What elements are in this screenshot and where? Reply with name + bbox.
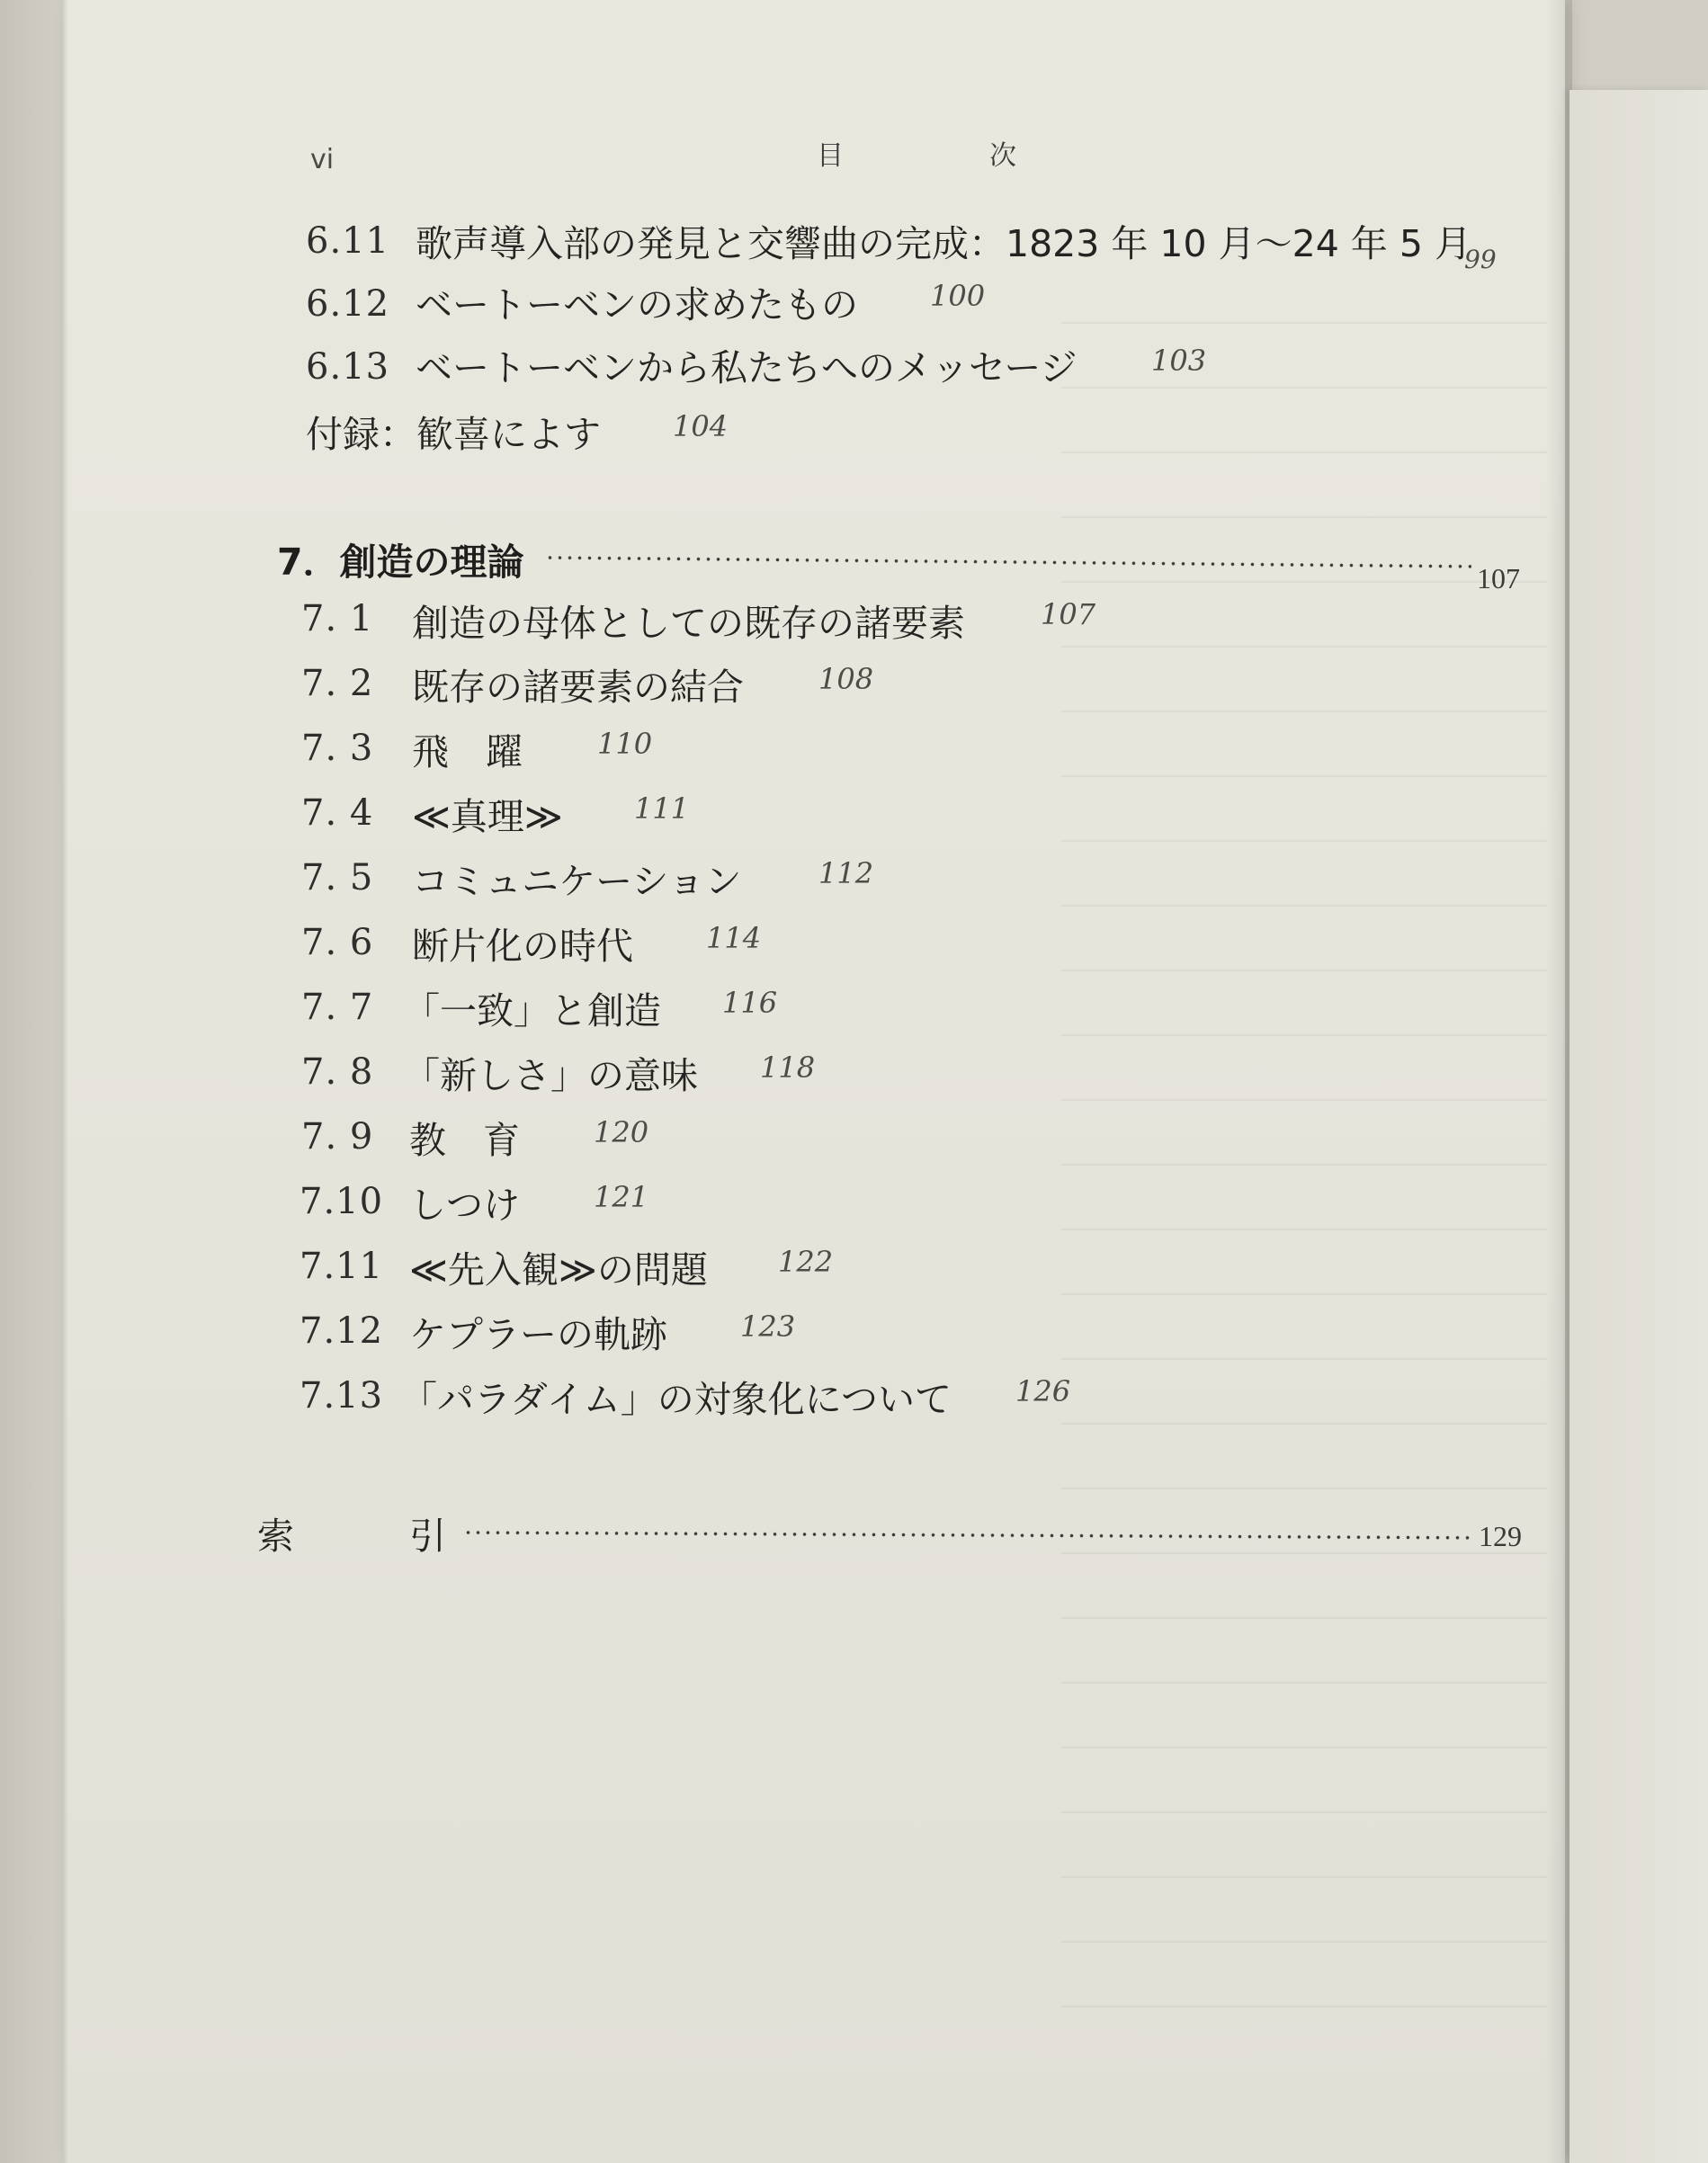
section-title: 断片化の時代 xyxy=(412,925,633,968)
section-page: 100 xyxy=(930,279,986,313)
section-number: 7. 1 xyxy=(301,598,374,639)
section-title: 「一致」と創造 xyxy=(403,989,661,1032)
section-title: ベートーベンから私たちへのメッセージ xyxy=(416,346,1078,389)
section-number: 6.11 xyxy=(306,220,390,262)
section-page: 114 xyxy=(706,921,762,955)
section-number: 7.11 xyxy=(300,1246,384,1287)
section-title: ベートーベンの求めたもの xyxy=(416,283,858,326)
section-title: コミュニケーション xyxy=(412,860,742,903)
section-page: 99 xyxy=(1464,245,1497,274)
chapter-page: 107 xyxy=(1477,562,1520,594)
index-page: 129 xyxy=(1479,1520,1522,1552)
page-folio: vi xyxy=(310,144,335,175)
section-page: 122 xyxy=(778,1245,834,1279)
index-label-part-2: 引 xyxy=(409,1515,446,1558)
section-number: 7. 4 xyxy=(301,792,374,834)
section-page: 116 xyxy=(722,986,778,1020)
section-number: 7.10 xyxy=(300,1181,384,1222)
adjacent-page xyxy=(1569,90,1708,2163)
background-left xyxy=(0,0,72,2163)
section-page: 120 xyxy=(594,1115,649,1149)
section-page: 118 xyxy=(760,1050,816,1085)
section-title: 飛 躍 xyxy=(412,730,523,773)
section-number: 7. 3 xyxy=(301,728,374,769)
chapter-title: 7．創造の理論 xyxy=(277,541,524,584)
section-number: 7.12 xyxy=(300,1310,384,1352)
section-number: 6.13 xyxy=(306,346,390,388)
section-number: 7. 7 xyxy=(301,987,374,1028)
section-title: 「パラダイム」の対象化について xyxy=(400,1378,952,1421)
section-number: 7. 9 xyxy=(301,1116,374,1157)
appendix-title: 付録：歓喜によす xyxy=(306,413,601,456)
section-number: 7.13 xyxy=(300,1375,384,1417)
section-number: 6.12 xyxy=(306,283,390,325)
section-title: しつけ xyxy=(409,1184,520,1227)
index-label-part-1: 索 xyxy=(257,1515,294,1558)
section-number: 7. 2 xyxy=(301,663,374,704)
section-page: 108 xyxy=(818,662,874,696)
section-page: 126 xyxy=(1015,1374,1071,1408)
section-title: ≪先入観≫の問題 xyxy=(409,1248,708,1292)
section-number: 7. 5 xyxy=(301,857,374,898)
section-number: 7. 8 xyxy=(301,1051,374,1093)
section-page: 110 xyxy=(597,727,653,761)
section-page: 112 xyxy=(818,856,874,890)
section-title: 教 育 xyxy=(409,1119,520,1162)
section-title: 「新しさ」の意味 xyxy=(403,1054,698,1097)
show-through-text xyxy=(1061,270,1547,2069)
gutter-shadow xyxy=(1545,0,1572,2163)
page-edge-shadow xyxy=(63,0,68,2163)
section-number: 7. 6 xyxy=(301,922,374,963)
section-title: ケプラーの軌跡 xyxy=(409,1313,667,1356)
section-page: 111 xyxy=(634,791,690,826)
section-page: 121 xyxy=(594,1180,649,1214)
section-page: 103 xyxy=(1151,344,1207,378)
running-title: 目次 xyxy=(817,140,1162,172)
section-page: 123 xyxy=(740,1309,796,1344)
section-title: 既存の諸要素の結合 xyxy=(412,666,744,709)
section-title: ≪真理≫ xyxy=(412,795,563,838)
section-title: 創造の母体としての既存の諸要素 xyxy=(412,602,965,645)
section-title: 歌声導入部の発見と交響曲の完成：1823 年 10 月〜24 年 5 月 xyxy=(416,222,1471,265)
appendix-page: 104 xyxy=(673,409,729,443)
section-page: 107 xyxy=(1041,597,1096,631)
